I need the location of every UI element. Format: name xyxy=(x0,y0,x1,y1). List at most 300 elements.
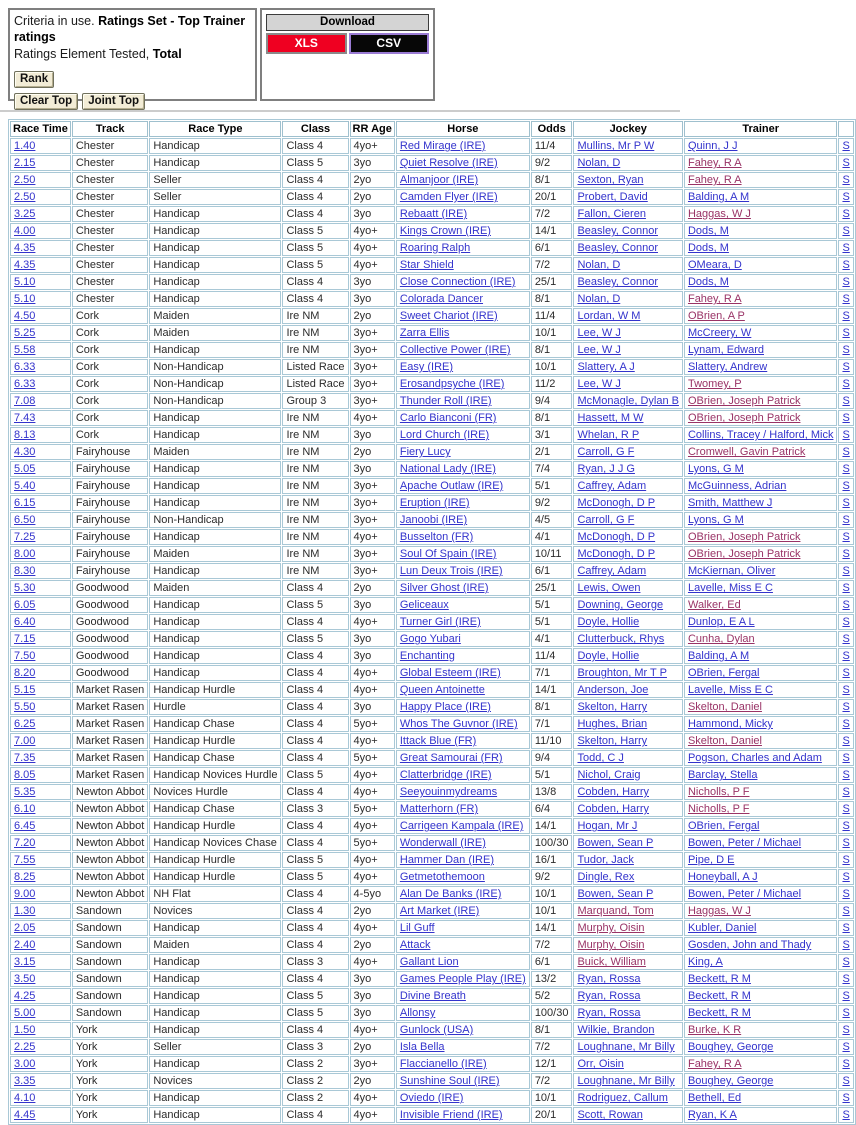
extra-cutoff-link[interactable]: S xyxy=(842,633,850,645)
horse-link[interactable]: Attack xyxy=(399,939,431,951)
horse-link[interactable]: Easy (IRE) xyxy=(399,361,454,373)
extra-cutoff-link[interactable]: S xyxy=(842,531,850,543)
horse-link[interactable]: Apache Outlaw (IRE) xyxy=(399,480,504,492)
trainer-link[interactable]: Fahey, R A xyxy=(687,293,742,305)
trainer-link[interactable]: McGuinness, Adrian xyxy=(687,480,787,492)
horse-link[interactable]: Thunder Roll (IRE) xyxy=(399,395,492,407)
trainer-link[interactable]: King, A xyxy=(687,956,723,968)
race-time-link[interactable]: 8.20 xyxy=(14,667,36,679)
trainer-link[interactable]: Beckett, R M xyxy=(687,973,751,985)
horse-link[interactable]: Soul Of Spain (IRE) xyxy=(399,548,497,560)
jockey-link[interactable]: Murphy, Oisin xyxy=(577,922,645,934)
horse-link[interactable]: Alan De Banks (IRE) xyxy=(399,888,502,900)
trainer-link[interactable]: Fahey, R A xyxy=(687,1058,742,1070)
jockey-link[interactable]: Fallon, Cieren xyxy=(577,208,646,220)
jockey-link[interactable]: Lee, W J xyxy=(577,378,621,390)
extra-cutoff-link[interactable]: S xyxy=(842,1058,850,1070)
race-time-link[interactable]: 6.45 xyxy=(14,820,36,832)
trainer-link[interactable]: OBrien, A P xyxy=(687,310,745,322)
extra-cutoff-link[interactable]: S xyxy=(842,922,850,934)
extra-cutoff-link[interactable]: S xyxy=(842,667,850,679)
jockey-link[interactable]: McDonogh, D P xyxy=(577,531,656,543)
download-csv-button[interactable]: CSV xyxy=(349,33,430,54)
horse-link[interactable]: Lord Church (IRE) xyxy=(399,429,490,441)
extra-cutoff-link[interactable]: S xyxy=(842,293,850,305)
race-time-link[interactable]: 3.15 xyxy=(14,956,36,968)
extra-cutoff-link[interactable]: S xyxy=(842,514,850,526)
extra-cutoff-link[interactable]: S xyxy=(842,140,850,152)
horse-link[interactable]: Rebaatt (IRE) xyxy=(399,208,468,220)
trainer-link[interactable]: Cunha, Dylan xyxy=(687,633,755,645)
jockey-link[interactable]: Hughes, Brian xyxy=(577,718,648,730)
horse-link[interactable]: Carlo Bianconi (FR) xyxy=(399,412,497,424)
jockey-link[interactable]: Nolan, D xyxy=(577,293,621,305)
extra-cutoff-link[interactable]: S xyxy=(842,735,850,747)
trainer-link[interactable]: Barclay, Stella xyxy=(687,769,758,781)
extra-cutoff-link[interactable]: S xyxy=(842,548,850,560)
extra-cutoff-link[interactable]: S xyxy=(842,599,850,611)
trainer-link[interactable]: Haggas, W J xyxy=(687,905,751,917)
trainer-link[interactable]: Quinn, J J xyxy=(687,140,738,152)
trainer-link[interactable]: Dods, M xyxy=(687,276,729,288)
race-time-link[interactable]: 9.00 xyxy=(14,888,36,900)
jockey-link[interactable]: Ryan, Rossa xyxy=(577,990,641,1002)
extra-cutoff-link[interactable]: S xyxy=(842,497,850,509)
race-time-link[interactable]: 2.25 xyxy=(14,1041,36,1053)
extra-cutoff-link[interactable]: S xyxy=(842,990,850,1002)
race-time-link[interactable]: 8.13 xyxy=(14,429,36,441)
extra-cutoff-link[interactable]: S xyxy=(842,905,850,917)
extra-cutoff-link[interactable]: S xyxy=(842,1092,850,1104)
race-time-link[interactable]: 5.40 xyxy=(14,480,36,492)
jockey-link[interactable]: Rodriguez, Callum xyxy=(577,1092,668,1104)
extra-cutoff-link[interactable]: S xyxy=(842,1075,850,1087)
race-time-link[interactable]: 7.08 xyxy=(14,395,36,407)
race-time-link[interactable]: 5.25 xyxy=(14,327,36,339)
horse-link[interactable]: Geliceaux xyxy=(399,599,449,611)
race-time-link[interactable]: 2.05 xyxy=(14,922,36,934)
extra-cutoff-link[interactable]: S xyxy=(842,650,850,662)
race-time-link[interactable]: 5.35 xyxy=(14,786,36,798)
extra-cutoff-link[interactable]: S xyxy=(842,242,850,254)
horse-cell xyxy=(396,1039,530,1055)
trainer-link[interactable]: Balding, A M xyxy=(687,191,750,203)
horse-link[interactable]: Eruption (IRE) xyxy=(399,497,470,509)
trainer-link[interactable]: Hammond, Micky xyxy=(687,718,773,730)
horse-link[interactable]: Turner Girl (IRE) xyxy=(399,616,481,628)
race-time-link[interactable]: 5.00 xyxy=(14,1007,36,1019)
horse-link[interactable]: Gogo Yubari xyxy=(399,633,461,645)
extra-cutoff-link[interactable]: S xyxy=(842,956,850,968)
extra-cutoff-link[interactable]: S xyxy=(842,208,850,220)
trainer-link[interactable]: OBrien, Fergal xyxy=(687,667,760,679)
extra-cutoff-link[interactable]: S xyxy=(842,276,850,288)
race-time-link[interactable]: 8.05 xyxy=(14,769,36,781)
trainer-link[interactable]: Boughey, George xyxy=(687,1041,774,1053)
jockey-link[interactable]: Doyle, Hollie xyxy=(577,650,640,662)
trainer-link[interactable]: Beckett, R M xyxy=(687,990,751,1002)
horse-link[interactable]: Flaccianello (IRE) xyxy=(399,1058,487,1070)
race-time-link[interactable]: 7.55 xyxy=(14,854,36,866)
extra-cutoff-link[interactable]: S xyxy=(842,259,850,271)
jockey-link[interactable]: Loughnane, Mr Billy xyxy=(577,1041,675,1053)
race-time-link[interactable]: 5.10 xyxy=(14,276,36,288)
jockey-link[interactable]: Lee, W J xyxy=(577,344,621,356)
jockey-link[interactable]: Nolan, D xyxy=(577,157,621,169)
jockey-link[interactable]: Beasley, Connor xyxy=(577,276,658,288)
jockey-link[interactable]: Marquand, Tom xyxy=(577,905,654,917)
horse-link[interactable]: Enchanting xyxy=(399,650,455,662)
trainer-link[interactable]: Balding, A M xyxy=(687,650,750,662)
horse-link[interactable]: Invisible Friend (IRE) xyxy=(399,1109,503,1121)
race-time-link[interactable]: 4.25 xyxy=(14,990,36,1002)
jockey-link[interactable]: Murphy, Oisin xyxy=(577,939,645,951)
trainer-link[interactable]: Nicholls, P F xyxy=(687,803,750,815)
race-time-link[interactable]: 5.15 xyxy=(14,684,36,696)
race-time-link[interactable]: 2.15 xyxy=(14,157,36,169)
jockey-link[interactable]: Wilkie, Brandon xyxy=(577,1024,655,1036)
extra-cutoff-link[interactable]: S xyxy=(842,701,850,713)
trainer-link[interactable]: Bethell, Ed xyxy=(687,1092,742,1104)
extra-cutoff-link[interactable]: S xyxy=(842,378,850,390)
jockey-link[interactable]: Lewis, Owen xyxy=(577,582,641,594)
extra-cutoff-link[interactable]: S xyxy=(842,888,850,900)
extra-cutoff-link[interactable]: S xyxy=(842,616,850,628)
extra-cutoff-link[interactable]: S xyxy=(842,429,850,441)
extra-cutoff-link[interactable]: S xyxy=(842,174,850,186)
race-time-link[interactable]: 7.50 xyxy=(14,650,36,662)
race-time-link[interactable]: 5.50 xyxy=(14,701,36,713)
race-time-link[interactable]: 4.30 xyxy=(14,446,36,458)
horse-link[interactable]: Divine Breath xyxy=(399,990,466,1002)
horse-link[interactable]: Camden Flyer (IRE) xyxy=(399,191,498,203)
rank-button[interactable]: Rank xyxy=(14,71,54,88)
jockey-link[interactable]: Cobden, Harry xyxy=(577,803,650,815)
extra-cutoff-link[interactable]: S xyxy=(842,565,850,577)
horse-link[interactable]: Oviedo (IRE) xyxy=(399,1092,464,1104)
trainer-link[interactable]: Walker, Ed xyxy=(687,599,741,611)
horse-link[interactable]: Games People Play (IRE) xyxy=(399,973,526,985)
jockey-link[interactable]: Sexton, Ryan xyxy=(577,174,644,186)
race-time-link[interactable]: 8.25 xyxy=(14,871,36,883)
jockey-link[interactable]: Carroll, G F xyxy=(577,446,635,458)
race-time-link[interactable]: 4.35 xyxy=(14,259,36,271)
joint-top-button[interactable]: Joint Top xyxy=(82,93,145,110)
horse-link[interactable]: Wonderwall (IRE) xyxy=(399,837,486,849)
race-time-link[interactable]: 7.15 xyxy=(14,633,36,645)
extra-cutoff-link[interactable]: S xyxy=(842,769,850,781)
horse-link[interactable]: Almanjoor (IRE) xyxy=(399,174,479,186)
extra-cutoff-link[interactable]: S xyxy=(842,1109,850,1121)
extra-cutoff-link[interactable]: S xyxy=(842,157,850,169)
trainer-link[interactable]: OBrien, Joseph Patrick xyxy=(687,531,801,543)
horse-link[interactable]: Lun Deux Trois (IRE) xyxy=(399,565,503,577)
trainer-link[interactable]: McKiernan, Oliver xyxy=(687,565,776,577)
jockey-link[interactable]: Clutterbuck, Rhys xyxy=(577,633,665,645)
horse-link[interactable]: Happy Place (IRE) xyxy=(399,701,491,713)
race-time-link[interactable]: 4.45 xyxy=(14,1109,36,1121)
clear-top-button[interactable]: Clear Top xyxy=(14,93,78,110)
jockey-link[interactable]: Hogan, Mr J xyxy=(577,820,638,832)
jockey-link[interactable]: Skelton, Harry xyxy=(577,701,648,713)
extra-cutoff-link[interactable]: S xyxy=(842,344,850,356)
trainer-link[interactable]: Ryan, K A xyxy=(687,1109,737,1121)
jockey-link[interactable]: Beasley, Connor xyxy=(577,225,658,237)
race-time-link[interactable]: 1.40 xyxy=(14,140,36,152)
extra-cutoff-link[interactable]: S xyxy=(842,820,850,832)
jockey-link[interactable]: Lordan, W M xyxy=(577,310,641,322)
extra-cutoff-link[interactable]: S xyxy=(842,361,850,373)
horse-cell xyxy=(396,308,530,324)
horse-link[interactable]: Getmetothemoon xyxy=(399,871,485,883)
extra-cutoff-link[interactable]: S xyxy=(842,718,850,730)
extra-cutoff-link[interactable]: S xyxy=(842,871,850,883)
trainer-link[interactable]: Boughey, George xyxy=(687,1075,774,1087)
race-time-link[interactable]: 6.33 xyxy=(14,361,36,373)
race-time-link[interactable]: 5.58 xyxy=(14,344,36,356)
trainer-link[interactable]: Lavelle, Miss E C xyxy=(687,582,773,594)
extra-cutoff-link[interactable]: S xyxy=(842,310,850,322)
trainer-link[interactable]: Dunlop, E A L xyxy=(687,616,755,628)
horse-link[interactable]: Carrigeen Kampala (IRE) xyxy=(399,820,524,832)
race-time-link[interactable]: 1.50 xyxy=(14,1024,36,1036)
horse-link[interactable]: Isla Bella xyxy=(399,1041,445,1053)
jockey-link[interactable]: Loughnane, Mr Billy xyxy=(577,1075,675,1087)
extra-cutoff-link[interactable]: S xyxy=(842,803,850,815)
trainer-link[interactable]: Dods, M xyxy=(687,225,729,237)
race-time-link[interactable]: 8.30 xyxy=(14,565,36,577)
jockey-link[interactable]: Buick, William xyxy=(577,956,646,968)
extra-cutoff-link[interactable]: S xyxy=(842,225,850,237)
trainer-link[interactable]: Skelton, Daniel xyxy=(687,701,762,713)
horse-link[interactable]: Gunlock (USA) xyxy=(399,1024,474,1036)
jockey-link[interactable]: Skelton, Harry xyxy=(577,735,648,747)
horse-link[interactable]: Star Shield xyxy=(399,259,454,271)
extra-cutoff-link[interactable]: S xyxy=(842,1024,850,1036)
horse-link[interactable]: National Lady (IRE) xyxy=(399,463,496,475)
trainer-link[interactable]: Dods, M xyxy=(687,242,729,254)
trainer-link[interactable]: Fahey, R A xyxy=(687,174,742,186)
trainer-link[interactable]: Honeyball, A J xyxy=(687,871,758,883)
trainer-link[interactable]: Cromwell, Gavin Patrick xyxy=(687,446,806,458)
trainer-link[interactable]: Pipe, D E xyxy=(687,854,735,866)
race-time-link[interactable]: 6.33 xyxy=(14,378,36,390)
extra-cutoff-link[interactable]: S xyxy=(842,973,850,985)
trainer-link[interactable]: Lavelle, Miss E C xyxy=(687,684,773,696)
extra-cutoff-link[interactable]: S xyxy=(842,854,850,866)
jockey-link[interactable]: Nolan, D xyxy=(577,259,621,271)
jockey-link[interactable]: Caffrey, Adam xyxy=(577,480,647,492)
race-time-link[interactable]: 7.43 xyxy=(14,412,36,424)
extra-cutoff-link[interactable]: S xyxy=(842,191,850,203)
extra-cutoff-link[interactable]: S xyxy=(842,582,850,594)
extra-cutoff-link[interactable]: S xyxy=(842,463,850,475)
jockey-link[interactable]: Lee, W J xyxy=(577,327,621,339)
extra-cutoff-link[interactable]: S xyxy=(842,684,850,696)
race-time-link[interactable]: 2.40 xyxy=(14,939,36,951)
trainer-link[interactable]: Pogson, Charles and Adam xyxy=(687,752,822,764)
trainer-link[interactable]: OMeara, D xyxy=(687,259,742,271)
race-time-link[interactable]: 3.35 xyxy=(14,1075,36,1087)
extra-cutoff-link[interactable]: S xyxy=(842,837,850,849)
jockey-link[interactable]: Ryan, Rossa xyxy=(577,1007,641,1019)
trainer-link[interactable]: Slattery, Andrew xyxy=(687,361,768,373)
extra-cutoff-link[interactable]: S xyxy=(842,1007,850,1019)
trainer-link[interactable]: OBrien, Joseph Patrick xyxy=(687,548,801,560)
download-xls-button[interactable]: XLS xyxy=(266,33,347,54)
trainer-link[interactable]: McCreery, W xyxy=(687,327,752,339)
trainer-link[interactable]: Smith, Matthew J xyxy=(687,497,773,509)
race-time-link[interactable]: 7.00 xyxy=(14,735,36,747)
race-time-link[interactable]: 4.35 xyxy=(14,242,36,254)
jockey-link[interactable]: Orr, Oisin xyxy=(577,1058,624,1070)
jockey-link[interactable]: Bowen, Sean P xyxy=(577,837,654,849)
horse-link[interactable]: Clatterbridge (IRE) xyxy=(399,769,492,781)
extra-cutoff-link[interactable]: S xyxy=(842,939,850,951)
jockey-link[interactable]: Scott, Rowan xyxy=(577,1109,643,1121)
horse-link[interactable]: Close Connection (IRE) xyxy=(399,276,516,288)
horse-link[interactable]: Seeyouinmydreams xyxy=(399,786,498,798)
horse-link[interactable]: Hammer Dan (IRE) xyxy=(399,854,494,866)
horse-link[interactable]: Ittack Blue (FR) xyxy=(399,735,477,747)
jockey-link[interactable]: Whelan, R P xyxy=(577,429,640,441)
jockey-link[interactable]: Doyle, Hollie xyxy=(577,616,640,628)
race-time-link[interactable]: 5.10 xyxy=(14,293,36,305)
jockey-link[interactable]: Beasley, Connor xyxy=(577,242,658,254)
trainer-link[interactable]: Gosden, John and Thady xyxy=(687,939,812,951)
horse-link[interactable]: Erosandpsyche (IRE) xyxy=(399,378,505,390)
race-time-link[interactable]: 3.25 xyxy=(14,208,36,220)
jockey-link[interactable]: Anderson, Joe xyxy=(577,684,649,696)
horse-link[interactable]: Busselton (FR) xyxy=(399,531,474,543)
jockey-link[interactable]: Tudor, Jack xyxy=(577,854,634,866)
horse-link[interactable]: Fiery Lucy xyxy=(399,446,451,458)
jockey-link[interactable]: McMonagle, Dylan B xyxy=(577,395,679,407)
trainer-cell xyxy=(684,1039,837,1055)
jockey-link[interactable]: Mullins, Mr P W xyxy=(577,140,655,152)
race-time-link[interactable]: 6.40 xyxy=(14,616,36,628)
race-time-link[interactable]: 5.05 xyxy=(14,463,36,475)
extra-cutoff-link[interactable]: S xyxy=(842,395,850,407)
trainer-link[interactable]: Lyons, G M xyxy=(687,463,744,475)
horse-link[interactable]: Matterhorn (FR) xyxy=(399,803,479,815)
horse-link[interactable]: Colorada Dancer xyxy=(399,293,484,305)
horse-link[interactable]: Art Market (IRE) xyxy=(399,905,480,917)
horse-link[interactable]: Kings Crown (IRE) xyxy=(399,225,491,237)
jockey-link[interactable]: Ryan, Rossa xyxy=(577,973,641,985)
horse-link[interactable]: Collective Power (IRE) xyxy=(399,344,511,356)
race-time-link[interactable]: 3.00 xyxy=(14,1058,36,1070)
horse-link[interactable]: Whos The Guvnor (IRE) xyxy=(399,718,518,730)
race-time-link[interactable]: 5.30 xyxy=(14,582,36,594)
jockey-link[interactable]: Ryan, J J G xyxy=(577,463,635,475)
trainer-link[interactable]: Lynam, Edward xyxy=(687,344,764,356)
trainer-link[interactable]: OBrien, Joseph Patrick xyxy=(687,395,801,407)
race-time-link[interactable]: 3.50 xyxy=(14,973,36,985)
race-time-link[interactable]: 6.50 xyxy=(14,514,36,526)
trainer-link[interactable]: Collins, Tracey / Halford, Mick xyxy=(687,429,834,441)
race-time-link[interactable]: 4.10 xyxy=(14,1092,36,1104)
extra-cutoff-link[interactable]: S xyxy=(842,786,850,798)
horse-link[interactable]: Allonsy xyxy=(399,1007,436,1019)
horse-link[interactable]: Silver Ghost (IRE) xyxy=(399,582,489,594)
race-time-link[interactable]: 7.25 xyxy=(14,531,36,543)
extra-cutoff-link[interactable]: S xyxy=(842,327,850,339)
horse-link[interactable]: Lil Guff xyxy=(399,922,435,934)
race-time-link[interactable]: 2.50 xyxy=(14,174,36,186)
race-time-link[interactable]: 4.00 xyxy=(14,225,36,237)
jockey-link[interactable]: Cobden, Harry xyxy=(577,786,650,798)
extra-cutoff-link[interactable]: S xyxy=(842,446,850,458)
race-time-link[interactable]: 2.50 xyxy=(14,191,36,203)
horse-link[interactable]: Great Samourai (FR) xyxy=(399,752,503,764)
jockey-link[interactable]: Slattery, A J xyxy=(577,361,635,373)
trainer-link[interactable]: Nicholls, P F xyxy=(687,786,750,798)
jockey-link[interactable]: Caffrey, Adam xyxy=(577,565,647,577)
horse-link[interactable]: Roaring Ralph xyxy=(399,242,471,254)
horse-link[interactable]: Red Mirage (IRE) xyxy=(399,140,486,152)
horse-link[interactable]: Global Esteem (IRE) xyxy=(399,667,501,679)
extra-cutoff-link[interactable]: S xyxy=(842,480,850,492)
race-time-link[interactable]: 6.25 xyxy=(14,718,36,730)
jockey-link[interactable]: Probert, David xyxy=(577,191,648,203)
horse-link[interactable]: Sunshine Soul (IRE) xyxy=(399,1075,500,1087)
horse-link[interactable]: Quiet Resolve (IRE) xyxy=(399,157,498,169)
trainer-link[interactable]: Beckett, R M xyxy=(687,1007,751,1019)
trainer-link[interactable]: Twomey, P xyxy=(687,378,742,390)
trainer-link[interactable]: Lyons, G M xyxy=(687,514,744,526)
trainer-link[interactable]: Fahey, R A xyxy=(687,157,742,169)
jockey-link[interactable]: Broughton, Mr T P xyxy=(577,667,667,679)
race-time-link[interactable]: 6.05 xyxy=(14,599,36,611)
trainer-link[interactable]: Skelton, Daniel xyxy=(687,735,762,747)
race-time-link[interactable]: 1.30 xyxy=(14,905,36,917)
trainer-link[interactable]: OBrien, Fergal xyxy=(687,820,760,832)
jockey-link[interactable]: Bowen, Sean P xyxy=(577,888,654,900)
trainer-link[interactable]: Bowen, Peter / Michael xyxy=(687,837,802,849)
horse-link[interactable]: Queen Antoinette xyxy=(399,684,485,696)
trainer-link[interactable]: Kubler, Daniel xyxy=(687,922,757,934)
horse-link[interactable]: Gallant Lion xyxy=(399,956,459,968)
jockey-link[interactable]: Todd, C J xyxy=(577,752,624,764)
jockey-link[interactable]: Carroll, G F xyxy=(577,514,635,526)
horse-link[interactable]: Janoobi (IRE) xyxy=(399,514,468,526)
race-time-link[interactable]: 6.10 xyxy=(14,803,36,815)
jockey-link[interactable]: Downing, George xyxy=(577,599,664,611)
jockey-link[interactable]: McDonogh, D P xyxy=(577,548,656,560)
extra-cutoff-link[interactable]: S xyxy=(842,412,850,424)
jockey-link[interactable]: McDonogh, D P xyxy=(577,497,656,509)
race-time-link[interactable]: 4.50 xyxy=(14,310,36,322)
trainer-link[interactable]: Haggas, W J xyxy=(687,208,751,220)
jockey-link[interactable]: Dingle, Rex xyxy=(577,871,635,883)
horse-link[interactable]: Zarra Ellis xyxy=(399,327,450,339)
trainer-link[interactable]: Burke, K R xyxy=(687,1024,742,1036)
race-time-link[interactable]: 7.35 xyxy=(14,752,36,764)
race-time-link[interactable]: 7.20 xyxy=(14,837,36,849)
extra-cutoff-link[interactable]: S xyxy=(842,1041,850,1053)
track-cell: Goodwood xyxy=(72,648,149,664)
race-time-link[interactable]: 8.00 xyxy=(14,548,36,560)
jockey-cell xyxy=(573,988,683,1004)
trainer-link[interactable]: OBrien, Joseph Patrick xyxy=(687,412,801,424)
jockey-link[interactable]: Hassett, M W xyxy=(577,412,644,424)
jockey-link[interactable]: Nichol, Craig xyxy=(577,769,641,781)
horse-link[interactable]: Sweet Chariot (IRE) xyxy=(399,310,498,322)
extra-cutoff-link[interactable]: S xyxy=(842,752,850,764)
trainer-link[interactable]: Bowen, Peter / Michael xyxy=(687,888,802,900)
race-time-link[interactable]: 6.15 xyxy=(14,497,36,509)
